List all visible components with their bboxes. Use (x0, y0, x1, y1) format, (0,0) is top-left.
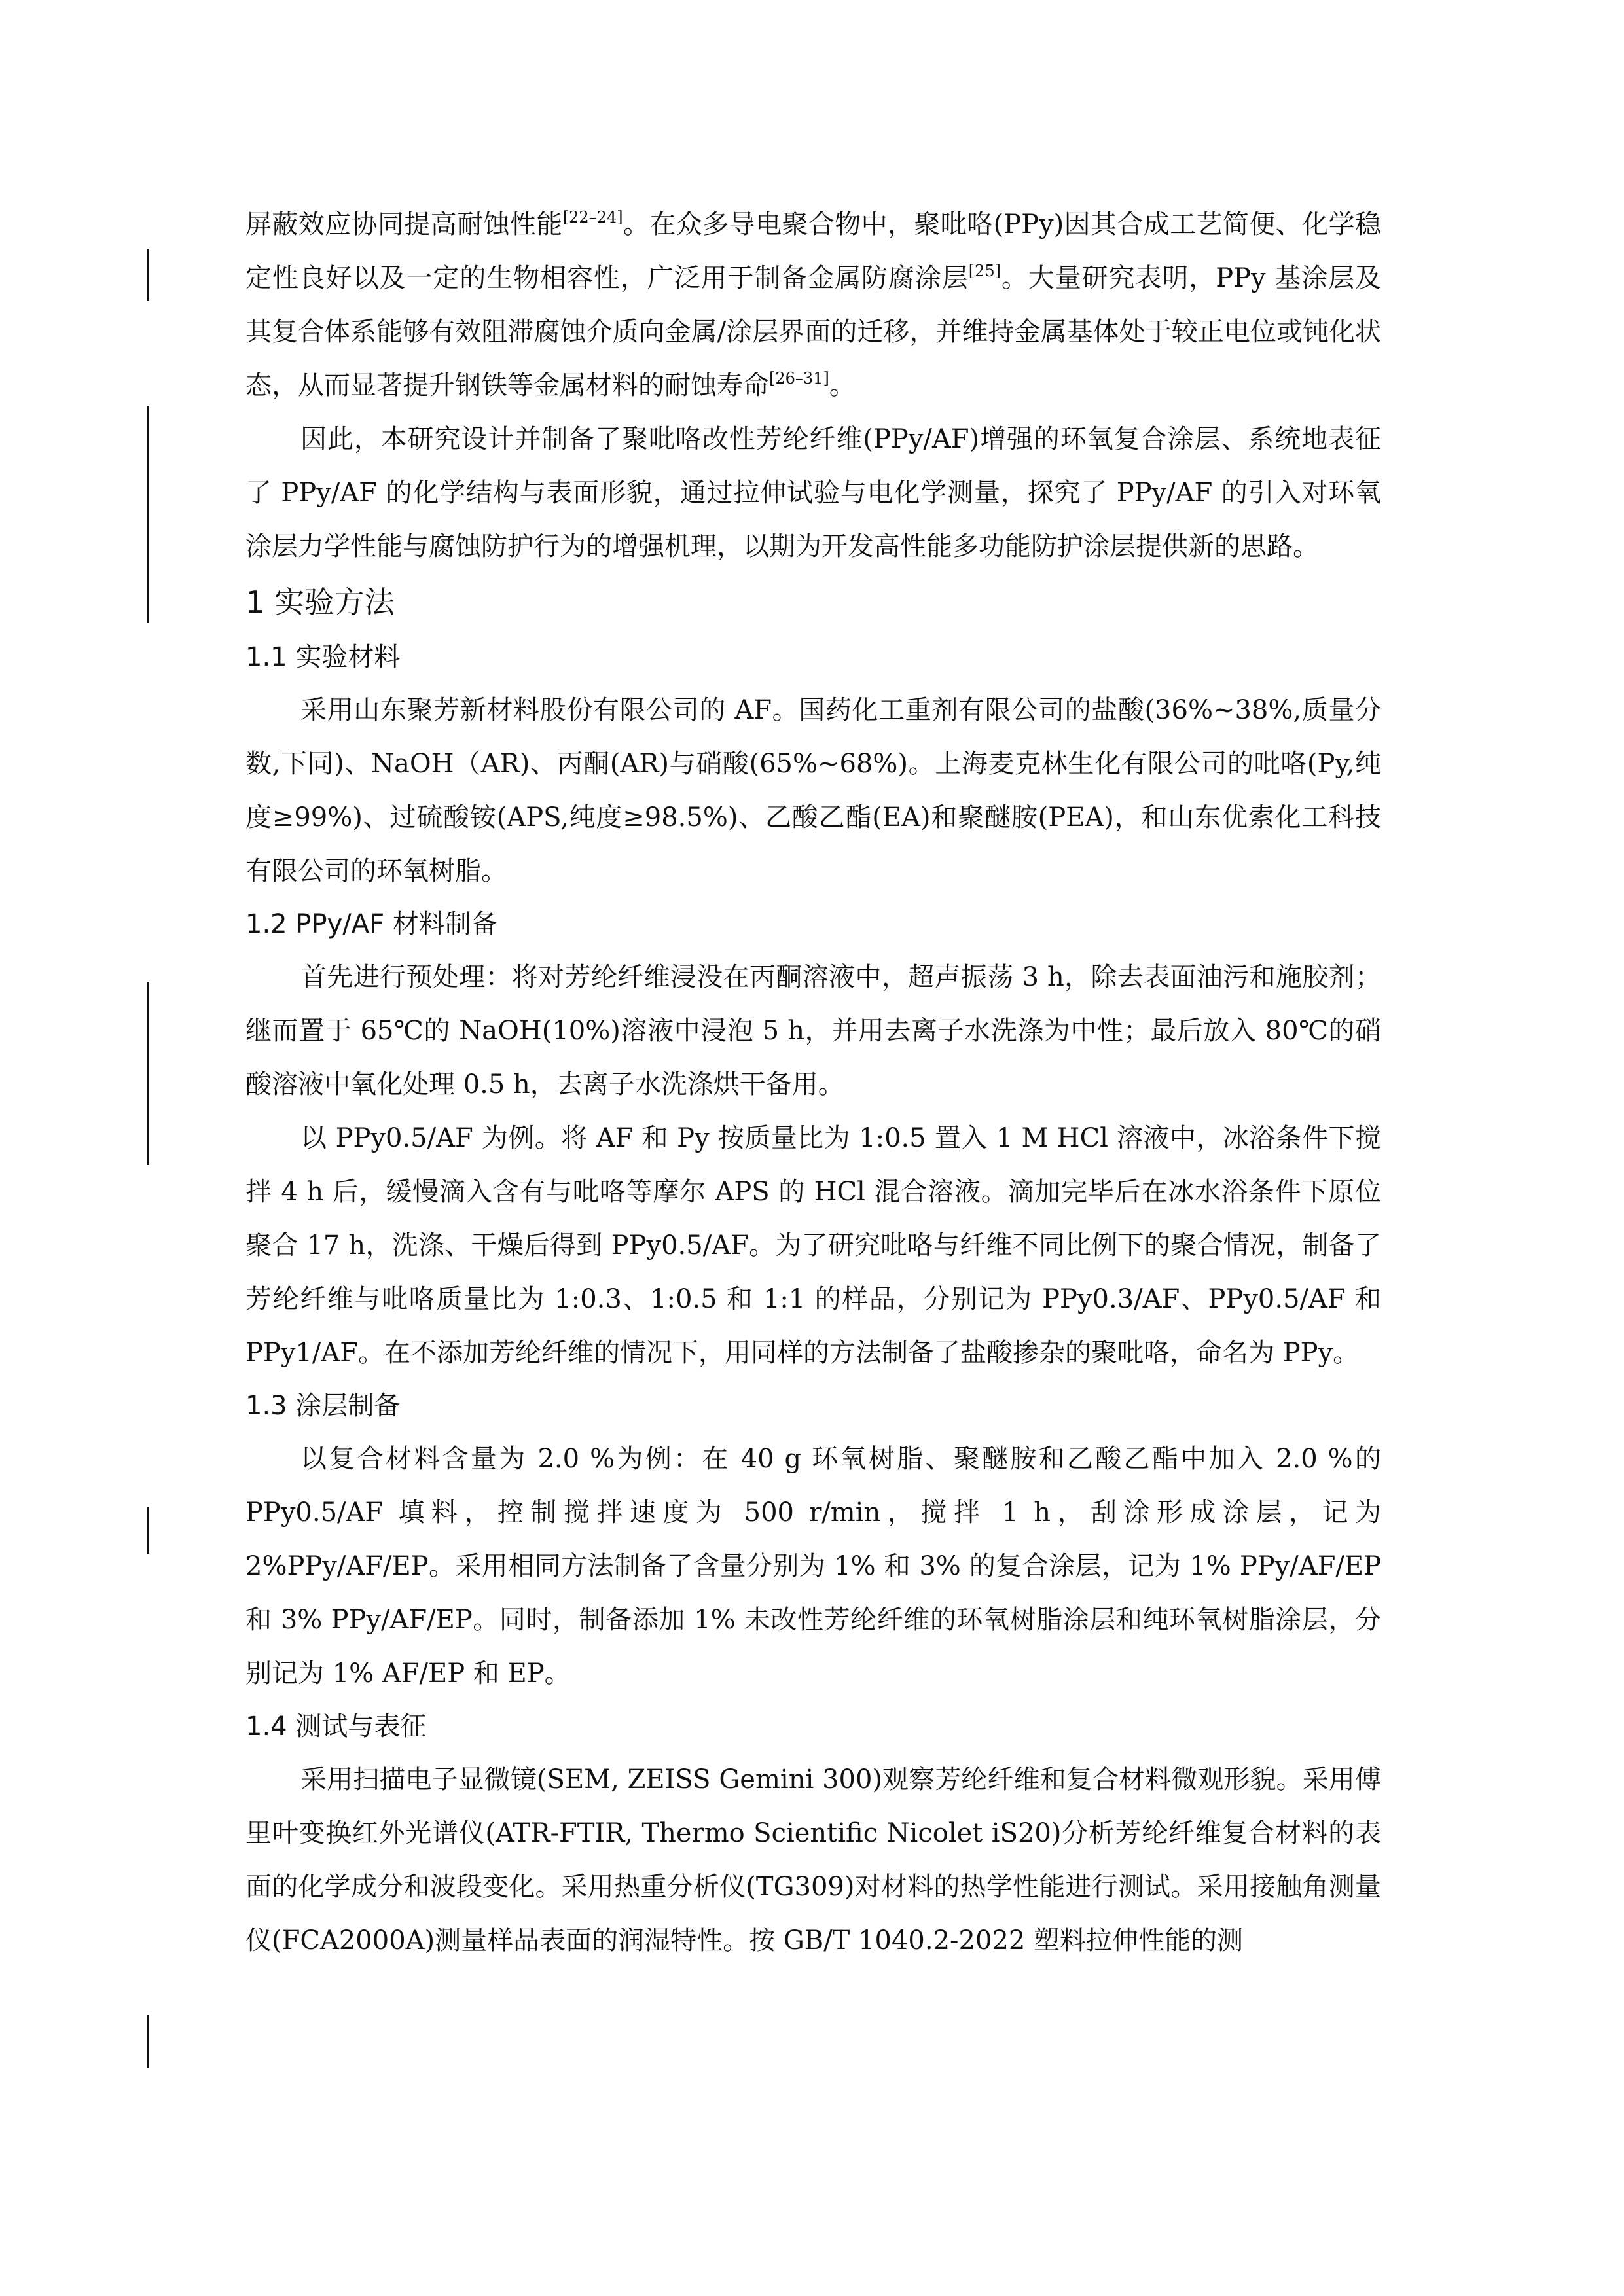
paragraph: 以复合材料含量为 2.0 %为例：在 40 g 环氧树脂、聚醚胺和乙酸乙酯中加入 2.0 %的 PPy0.5/AF 填料，控制搅拌速度为 500 r/min，搅拌 1 h，刮涂形成涂层，记为 2%PPy/AF/EP。采用相同方法制备了含量分别为 1% 和 3% 的复合涂层，记为 1% PPy/AF/EP 和 3% PPy/AF/EP。同时，制备添加 1% 未改性芳纶纤维的环氧树脂涂层和纯环氧树脂涂层，分别记为 1% AF/EP 和 EP。 (245, 1444, 1381, 1689)
text-run: 。大量研究表明，PPy 基涂层及其复合体系能够有效阻滞腐蚀介质向金属/涂层界面的迁移，并维持金属基体处于较正电位或钝化状态，从而显著提升钢铁等金属材料的耐蚀寿命 (245, 263, 1382, 401)
text-run: 屏蔽效应协同提高耐蚀性能 (245, 209, 563, 240)
paragraph: 首先进行预处理：将对芳纶纤维浸没在丙酮溶液中，超声振荡 3 h，除去表面油污和施胶剂；继而置于 65℃的 NaOH(10%)溶液中浸泡 5 h，并用去离子水洗涤为中性；最后放入 80℃的硝酸溶液中氧化处理 0.5 h，去离子水洗涤烘干备用。 (245, 962, 1381, 1100)
citation: 26–31 (775, 369, 823, 387)
citation: 25 (975, 262, 995, 280)
revision-bar (147, 2015, 149, 2068)
section-heading: 1 实验方法 (245, 584, 395, 620)
body-text (245, 198, 1381, 1967)
paragraph: 因此，本研究设计并制备了聚吡咯改性芳纶纤维(PPy/AF)增强的环氧复合涂层、系统地表征了 PPy/AF 的化学结构与表面形貌，通过拉伸试验与电化学测量，探究了 PPy/AF 的引入对环氧涂层力学性能与腐蚀防护行为的增强机理，以期为开发高性能多功能防护涂层提供新的思路。 (245, 424, 1381, 562)
paragraph: 以 PPy0.5/AF 为例。将 AF 和 Py 按质量比为 1:0.5 置入 1 M HCl 溶液中，冰浴条件下搅拌 4 h 后，缓慢滴入含有与吡咯等摩尔 APS 的 HCl 混合溶液。滴加完毕后在冰水浴条件下原位聚合 17 h，洗涤、干燥后得到 PPy0.5/AF。为了研究吡咯与纤维不同比例下的聚合情况，制备了芳纶纤维与吡咯质量比为 1:0.3、1:0.5 和 1:1 的样品，分别记为 PPy0.3/AF、PPy0.5/AF 和 PPy1/AF。在不添加芳纶纤维的情况下，用同样的方法制备了盐酸掺杂的聚吡咯，命名为 PPy。 (245, 1123, 1381, 1368)
text-run: 。 (829, 370, 856, 401)
subsection-heading: 1.4 测试与表征 (245, 1712, 427, 1742)
subsection-heading: 1.1 实验材料 (245, 642, 401, 672)
revision-bar (147, 249, 149, 301)
citation: 22–24 (569, 208, 617, 226)
paragraph: 采用扫描电子显微镜(SEM, ZEISS Gemini 300)观察芳纶纤维和复合材料微观形貌。采用傅里叶变换红外光谱仪(ATR-FTIR, Thermo Scientific Nicolet iS20)分析芳纶纤维复合材料的表面的化学成分和波段变化。采用热重分析仪(TG309)对材料的热学性能进行测试。采用接触角测量仪(FCA2000A)测量样品表面的润湿特性。按 GB/T 1040.2-2022 塑料拉伸性能的测 (245, 1765, 1381, 1956)
revision-bar (147, 571, 149, 623)
revision-bar (147, 982, 149, 1165)
revision-bar (147, 1507, 149, 1554)
text-run: 。在众多导电聚合物中，聚吡咯(PPy)因其合成工艺简便、化学稳定性良好以及一定的生物相容性，广泛用于制备金属防腐涂层 (245, 209, 1381, 293)
subsection-heading: 1.2 PPy/AF 材料制备 (245, 909, 497, 939)
paragraph: 屏蔽效应协同提高耐蚀性能[22–24]。在众多导电聚合物中，聚吡咯(PPy)因其合成工艺简便、化学稳定性良好以及一定的生物相容性，广泛用于制备金属防腐涂层[25]。大量研究表明，PPy 基涂层及其复合体系能够有效阻滞腐蚀介质向金属/涂层界面的迁移，并维持金属基体处于较正电位或钝化状态，从而显著提升钢铁等金属材料的耐蚀寿命[26–31]。 (245, 208, 1382, 401)
paragraph: 采用山东聚芳新材料股份有限公司的 AF。国药化工重剂有限公司的盐酸(36%~38%,质量分数,下同)、NaOH（AR)、丙酮(AR)与硝酸(65%~68%)。上海麦克林生化有限公司的吡咯(Py,纯度≥99%)、过硫酸铵(APS,纯度≥98.5%)、乙酸乙酯(EA)和聚醚胺(PEA)，和山东优索化工科技有限公司的环氧树脂。 (245, 695, 1381, 886)
subsection-heading: 1.3 涂层制备 (245, 1391, 401, 1421)
revision-bar (147, 406, 149, 576)
